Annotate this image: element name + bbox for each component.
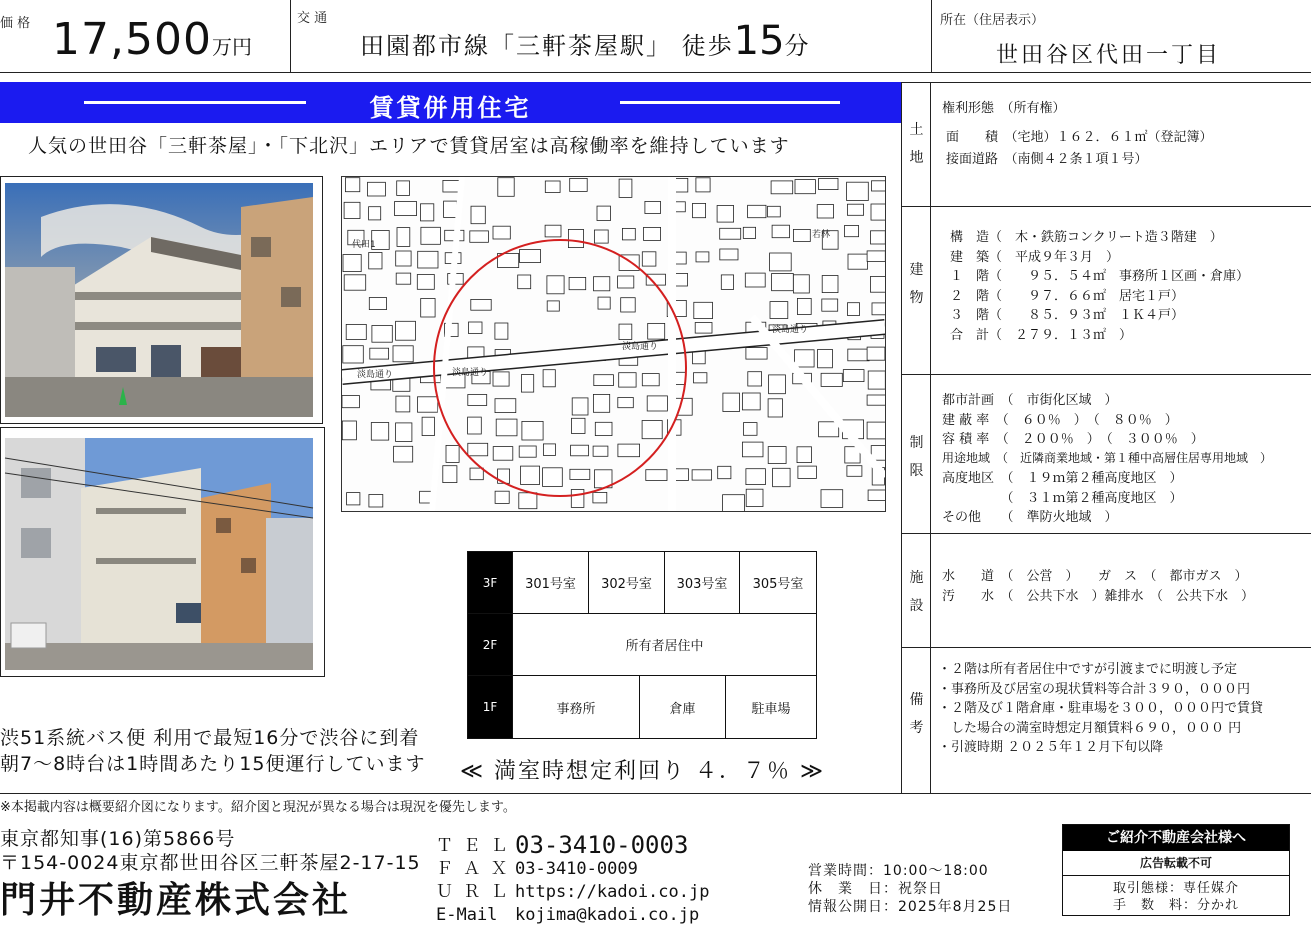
map-block xyxy=(822,299,838,311)
map-block xyxy=(871,204,885,220)
bus-info-line1: 渋51系統バス便 利用で最短16分で渋谷に到着 xyxy=(0,727,420,749)
map-block xyxy=(748,372,762,386)
height-district-1: 高度地区 （ １９ｍ第２種高度地区 ） xyxy=(942,471,1183,486)
map-block xyxy=(593,446,608,456)
map-block xyxy=(469,322,483,334)
map-block xyxy=(396,423,412,442)
map-block xyxy=(570,469,590,479)
map-block xyxy=(545,225,561,237)
map-block xyxy=(344,202,360,218)
map-block xyxy=(845,226,859,237)
map-block xyxy=(470,231,489,242)
map-block xyxy=(771,181,793,194)
map-block xyxy=(867,347,885,360)
map-block xyxy=(642,374,659,386)
floor-plan xyxy=(467,551,817,739)
land-rights: 権利形態 （所有権） xyxy=(942,101,1066,116)
map-block xyxy=(572,418,586,433)
map-block xyxy=(421,204,434,221)
map-block xyxy=(344,275,366,290)
map-block xyxy=(397,228,410,247)
map-block xyxy=(594,277,610,291)
land-category xyxy=(902,116,931,172)
company-address: 〒154-0024東京都世田谷区三軒茶屋2-17-15 xyxy=(0,852,421,874)
map-block xyxy=(343,255,361,272)
map-block xyxy=(867,251,885,262)
building-photo-1 xyxy=(0,176,323,424)
access-text: 田園都市線「三軒茶屋駅」 徒歩 xyxy=(360,32,734,60)
agent-notice-box xyxy=(1062,824,1290,916)
map-block xyxy=(848,349,869,361)
restriction-category xyxy=(902,429,931,485)
map-block xyxy=(343,346,364,363)
business-hours: 営業時間：10:00～18:00 xyxy=(808,863,989,879)
map-block xyxy=(644,227,661,240)
map-block xyxy=(543,370,555,387)
catch-copy: 人気の世田谷「三軒茶屋」・「下北沢」エリアで賃貸居室は高稼働率を維持しています xyxy=(28,135,790,157)
building-built: 建 築（ 平成９年３月 ） xyxy=(950,250,1120,265)
floor-2f-label: 2F xyxy=(468,614,513,676)
map-block xyxy=(867,395,885,405)
map-block xyxy=(770,302,788,319)
access-minutes: 15 xyxy=(733,18,785,64)
table-row-border xyxy=(901,533,1311,534)
map-block xyxy=(847,466,862,477)
map-block xyxy=(872,303,885,315)
map-block xyxy=(746,489,763,506)
map-block xyxy=(746,348,767,360)
remark-line: ・２階及び１階倉庫・駐車場を３００，０００円で賃貸 xyxy=(938,701,1264,716)
map-block xyxy=(342,396,359,408)
map-block xyxy=(393,346,413,362)
map-block xyxy=(868,490,885,501)
table-row-border xyxy=(901,647,1311,648)
remarks-cat-char: 備 xyxy=(909,692,924,708)
map-block xyxy=(646,470,667,481)
area-map xyxy=(341,176,886,512)
map-block xyxy=(696,252,709,262)
map-block xyxy=(793,229,810,241)
map-block xyxy=(848,303,860,316)
sewage: 汚 水 （ 公共下水 ）雑排水 （ 公共下水 ） xyxy=(942,589,1255,604)
map-block xyxy=(471,206,485,224)
map-block xyxy=(642,252,656,266)
commission: 手 数 料：分かれ xyxy=(1112,898,1239,913)
map-block xyxy=(519,446,536,457)
expected-yield: ≪ 満室時想定利回り ４．７％ ≫ xyxy=(460,759,826,784)
no-reprint-note: 広告転載不可 xyxy=(1063,851,1289,876)
map-block xyxy=(496,419,517,436)
map-block xyxy=(795,350,815,367)
remarks-category xyxy=(902,686,931,742)
map-block xyxy=(446,445,459,462)
building-category xyxy=(902,256,931,312)
map-block xyxy=(694,373,707,383)
fax-label: Ｆ Ａ Ｘ xyxy=(436,859,508,879)
map-block xyxy=(593,394,609,412)
map-block xyxy=(498,178,514,197)
agent-notice-title: ご紹介不動産会社様へ xyxy=(1063,825,1289,851)
map-block xyxy=(571,445,589,456)
map-block xyxy=(396,321,416,340)
access-label: 交 通 xyxy=(297,11,328,26)
map-block xyxy=(772,225,789,238)
map-block xyxy=(342,421,356,440)
map-block xyxy=(867,422,885,439)
remark-line: ・引渡時期 ２０２５年１２月下旬以降 xyxy=(938,740,1164,755)
map-block xyxy=(418,251,438,268)
company-name: 門井不動産株式会社 xyxy=(0,880,352,921)
map-block xyxy=(597,206,611,220)
map-block xyxy=(369,207,381,220)
map-block xyxy=(595,422,612,435)
map-block xyxy=(744,423,758,436)
owner-residence: 所有者居住中 xyxy=(513,614,816,676)
map-block xyxy=(468,395,487,406)
office-unit: 事務所 xyxy=(513,676,640,738)
map-block xyxy=(543,444,555,456)
map-block xyxy=(521,466,540,484)
map-block xyxy=(594,375,614,386)
map-block xyxy=(347,493,360,505)
map-block xyxy=(470,468,483,480)
email-link[interactable]: kojima@kadoi.co.jp xyxy=(515,905,700,925)
map-block xyxy=(618,444,640,457)
map-block xyxy=(397,181,410,196)
access-unit: 分 xyxy=(784,32,811,60)
address-label: 所在（住居表示） xyxy=(940,13,1045,28)
map-block xyxy=(493,226,510,239)
map-block xyxy=(870,277,885,293)
map-block xyxy=(369,298,386,310)
map-block xyxy=(395,202,417,216)
map-block xyxy=(773,468,791,486)
map-block xyxy=(798,466,817,478)
map-block xyxy=(471,299,491,310)
disclaimer: ※本掲載内容は概要紹介図になります。紹介図と現況が異なる場合は現況を優先します。 xyxy=(0,800,516,815)
map-block xyxy=(818,349,833,367)
map-block xyxy=(793,275,809,293)
map-block xyxy=(621,298,636,312)
map-block xyxy=(746,469,766,485)
map-block xyxy=(843,370,864,382)
map-block xyxy=(720,228,741,239)
remark-line: した場合の満室時想定月額賃料６９０，０００ 円 xyxy=(938,721,1242,736)
map-block xyxy=(797,298,811,314)
map-block xyxy=(543,468,563,487)
bus-info-line2: 朝7～8時台は1時間あたり15便運行しています xyxy=(0,753,426,775)
header-divider-2 xyxy=(931,0,932,72)
contact-labels xyxy=(436,835,507,927)
map-block xyxy=(569,277,586,289)
map-block xyxy=(594,230,608,243)
map-block xyxy=(396,396,410,412)
map-block xyxy=(417,275,434,290)
map-block xyxy=(370,348,389,359)
parking-unit: 駐車場 xyxy=(751,701,791,717)
map-block xyxy=(520,250,541,263)
map-block xyxy=(468,443,488,456)
height-district-2: （ ３１ｍ第２種高度地区 ） xyxy=(942,491,1183,506)
map-block xyxy=(795,180,815,194)
map-block xyxy=(443,466,457,483)
map-block xyxy=(444,201,458,217)
map-block xyxy=(822,276,838,293)
map-block xyxy=(868,371,885,389)
floor-1f-label: 1F xyxy=(468,676,513,738)
map-block xyxy=(696,178,710,192)
room-301: 301号室 xyxy=(513,552,589,614)
zoning: 用途地域 （ 近隣商業地域・第１種中高層住居専用地域 ） xyxy=(942,451,1273,465)
price-label: 価 格 xyxy=(0,16,31,31)
map-block xyxy=(396,251,411,266)
map-block xyxy=(742,442,763,457)
storage-unit: 倉庫 xyxy=(640,676,726,738)
map-block xyxy=(768,206,781,217)
map-block xyxy=(371,423,388,441)
building-floor2: ２ 階（ ９７．６６㎡ 居宅１戸） xyxy=(950,289,1185,304)
map-block xyxy=(598,297,610,309)
map-block xyxy=(345,178,359,192)
map-block xyxy=(718,466,731,478)
coverage-ratio: 建 蔽 率 （ ６０％ ） （ ８０％ ） xyxy=(942,413,1178,428)
map-block xyxy=(521,375,533,393)
map-block xyxy=(495,323,508,339)
map-block xyxy=(422,417,434,435)
map-block xyxy=(421,299,435,318)
publish-date: 情報公開日：2025年8月25日 xyxy=(808,899,1013,915)
map-block xyxy=(871,231,886,244)
email-label: E-Mail xyxy=(436,905,498,925)
map-block xyxy=(693,203,706,217)
map-block xyxy=(847,204,863,215)
map-road-label: 淡島通り xyxy=(772,325,809,335)
access-info xyxy=(360,18,811,64)
map-block xyxy=(369,495,383,508)
map-block xyxy=(519,493,537,509)
property-type-banner xyxy=(0,82,901,123)
room-303: 303号室 xyxy=(665,552,740,614)
land-road: 接面道路 （南側４２条１項１号） xyxy=(946,152,1148,167)
map-block xyxy=(619,373,636,387)
table-bottom-border xyxy=(0,793,1311,794)
water-supply: 水 道 （ 公営 ） ガ ス （ 都市ガス ） xyxy=(942,569,1248,584)
map-block xyxy=(622,228,635,240)
url-label: Ｕ Ｒ Ｌ xyxy=(436,882,508,902)
website-link[interactable]: https://kadoi.co.jp xyxy=(515,882,710,902)
map-area-label: 若林 xyxy=(812,230,831,240)
map-block xyxy=(768,447,786,464)
map-block xyxy=(443,180,460,192)
price-value: 17,500 xyxy=(52,14,212,65)
map-block xyxy=(819,178,838,189)
floor-3f-label: 3F xyxy=(468,552,513,614)
floor-area-ratio: 容 積 率 （ ２００％ ） （ ３００％ ） xyxy=(942,432,1204,447)
map-block xyxy=(817,205,833,218)
map-block xyxy=(819,422,839,437)
map-block xyxy=(418,397,438,412)
map-block xyxy=(372,326,392,343)
building-floor1: １ 階（ ９５．５４㎡ 事務所１区画・倉庫） xyxy=(950,269,1250,284)
table-row-border xyxy=(901,374,1311,375)
remark-line: ・事務所及び居室の現状賃料等合計３９０，０００円 xyxy=(938,682,1251,697)
map-road-label: 淡島通り xyxy=(452,368,489,378)
restriction-cat-char: 制 xyxy=(909,435,924,451)
building-cat-char: 建 xyxy=(909,262,924,278)
map-block xyxy=(642,421,662,439)
land-area: 面 積 （宅地）１６２．６１㎡（登記簿） xyxy=(946,130,1213,145)
map-block xyxy=(768,399,782,417)
map-block xyxy=(821,490,843,508)
map-block xyxy=(493,372,509,386)
map-block xyxy=(493,447,513,461)
facility-cat-char: 設 xyxy=(909,598,924,614)
room-305: 305号室 xyxy=(740,552,816,614)
business-info xyxy=(808,862,1012,916)
building-floor3: ３ 階（ ８５．９３㎡ １Ｋ４戸） xyxy=(950,308,1185,323)
map-block xyxy=(872,181,886,191)
tel-number[interactable]: 03-3410-0003 xyxy=(515,831,689,859)
building-photo-2 xyxy=(0,427,325,677)
map-block xyxy=(518,275,531,289)
facility-category xyxy=(902,564,931,620)
map-block xyxy=(495,491,509,503)
map-block xyxy=(695,323,712,334)
map-block xyxy=(619,179,632,197)
table-row-border xyxy=(901,206,1311,207)
other-restriction: その他 （ 準防火地域 ） xyxy=(942,510,1118,525)
map-block xyxy=(720,249,738,260)
map-block xyxy=(769,375,786,394)
table-top-border xyxy=(901,82,1311,83)
map-block xyxy=(346,324,366,339)
map-block xyxy=(568,229,583,247)
map-area-label: 代田1 xyxy=(352,240,376,250)
map-block xyxy=(692,470,711,480)
map-block xyxy=(593,492,607,503)
header-divider-1 xyxy=(290,0,291,72)
room-302: 302号室 xyxy=(589,552,665,614)
map-block xyxy=(770,253,792,271)
map-block xyxy=(721,275,733,290)
map-block xyxy=(723,393,740,411)
map-block xyxy=(848,254,868,269)
price xyxy=(52,14,252,65)
fax-number: 03-3410-0009 xyxy=(515,859,638,879)
price-unit: 万円 xyxy=(211,35,252,59)
map-block xyxy=(694,302,713,318)
map-block xyxy=(618,276,634,288)
map-block xyxy=(572,398,588,415)
bus-info xyxy=(0,725,425,777)
restriction-cat-char: 限 xyxy=(909,463,924,479)
map-block xyxy=(570,178,588,191)
map-block xyxy=(648,323,665,339)
map-block xyxy=(368,182,386,196)
land-cat-char: 地 xyxy=(909,150,924,166)
building-cat-char: 物 xyxy=(909,290,924,306)
facility-cat-char: 施 xyxy=(909,570,924,586)
tel-label: Ｔ Ｅ Ｌ xyxy=(436,836,508,856)
map-block xyxy=(821,373,842,386)
map-block xyxy=(468,417,482,434)
license-number: 東京都知事(16)第5866号 xyxy=(0,828,236,850)
city-planning: 都市計画 （ 市街化区域 ） xyxy=(942,393,1118,408)
map-block xyxy=(522,421,543,440)
map-block xyxy=(394,446,413,462)
header-bottom-border xyxy=(0,72,1311,73)
map-block xyxy=(618,398,634,408)
map-block xyxy=(717,206,734,223)
address-value: 世田谷区代田一丁目 xyxy=(996,43,1222,68)
map-road-label: 淡島通り xyxy=(622,342,659,352)
map-block xyxy=(723,495,745,511)
building-structure: 構 造（ 木・鉄筋コンクリート造３階建 ） xyxy=(950,230,1223,245)
contact-values xyxy=(515,832,709,927)
transaction-type: 取引態様：専任媒介 xyxy=(1112,881,1239,896)
map-block xyxy=(619,324,632,339)
map-block xyxy=(772,274,794,291)
map-block xyxy=(495,399,516,413)
map-block xyxy=(647,396,667,411)
map-block xyxy=(742,393,760,410)
map-block xyxy=(396,273,411,284)
map-block xyxy=(745,273,765,287)
map-block xyxy=(545,181,560,193)
map-block xyxy=(743,227,755,238)
land-cat-char: 土 xyxy=(909,122,924,138)
holidays: 休 業 日：祝祭日 xyxy=(808,881,943,897)
map-block xyxy=(748,205,766,217)
map-block xyxy=(369,253,382,269)
map-block xyxy=(645,201,661,213)
map-road-label: 淡島通り xyxy=(357,370,394,380)
map-block xyxy=(547,301,559,311)
building-total: 合 計（ ２７９．１３㎡ ） xyxy=(950,328,1133,343)
map-block xyxy=(847,182,869,200)
banner-title: 賃貸併用住宅 xyxy=(369,94,532,122)
remarks-cat-char: 考 xyxy=(909,720,924,736)
map-block xyxy=(571,490,584,508)
map-block xyxy=(421,227,441,244)
map-block xyxy=(547,276,564,294)
map-block xyxy=(797,447,812,463)
remark-line: ・２階は所有者居住中ですが引渡までに明渡し予定 xyxy=(938,662,1238,677)
